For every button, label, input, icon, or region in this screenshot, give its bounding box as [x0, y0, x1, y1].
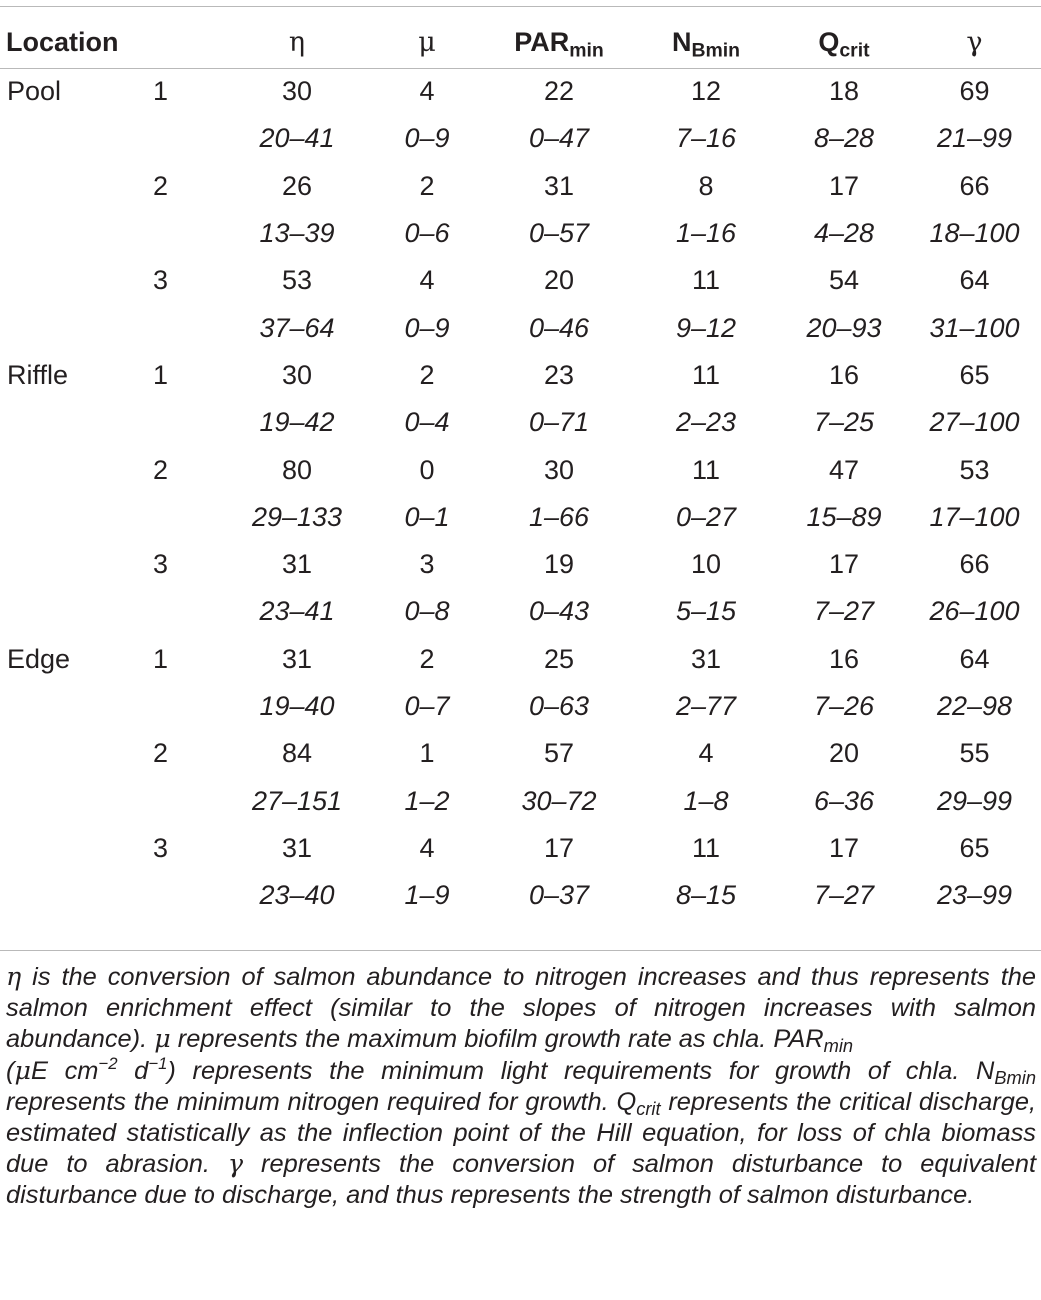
- estimate-cell: 16: [828, 643, 860, 674]
- empty-cell: [140, 588, 226, 635]
- table-row: [0, 352, 1041, 399]
- estimate-cell: 31: [281, 549, 313, 580]
- range-cell: 20–93: [806, 312, 882, 343]
- table-row: [0, 68, 1041, 115]
- estimate-cell: 17: [543, 832, 575, 863]
- empty-cell: [0, 115, 140, 162]
- empty-cell: [140, 872, 226, 919]
- site-cell: 1: [153, 359, 169, 390]
- estimate-cell: 20: [543, 265, 575, 296]
- location-header: Location: [6, 26, 119, 57]
- estimate-cell: 11: [691, 359, 721, 390]
- range-cell: 0–57: [528, 218, 590, 249]
- range-cell: 2–77: [675, 691, 737, 721]
- estimate-cell: 65: [959, 832, 990, 863]
- estimate-cell: 17: [828, 549, 860, 580]
- estimate-cell: 12: [690, 76, 722, 107]
- estimate-cell: 4: [698, 738, 714, 769]
- empty-cell: [0, 494, 140, 541]
- q-crit-header: $Q_{crit}$: [818, 26, 870, 61]
- mu-header: μ: [418, 26, 436, 58]
- range-cell: 29–133: [251, 501, 343, 532]
- empty-cell: [0, 872, 140, 919]
- estimate-cell: 66: [959, 170, 990, 201]
- range-cell: 1–16: [675, 218, 737, 249]
- location-cell: [0, 825, 140, 872]
- range-cell: 0–9: [404, 123, 450, 154]
- range-cell: 8–28: [813, 123, 875, 154]
- estimate-cell: 53: [281, 265, 313, 296]
- site-cell: 2: [153, 170, 169, 201]
- estimate-cell: 22: [543, 76, 575, 107]
- range-cell: 7–25: [813, 407, 875, 438]
- range-cell: 0–8: [404, 596, 450, 627]
- header-row: [0, 16, 1041, 68]
- range-cell: 29–99: [936, 785, 1013, 816]
- site-cell: 1: [153, 643, 169, 674]
- estimate-cell: 64: [959, 265, 990, 296]
- location-cell: Edge: [7, 643, 71, 674]
- empty-cell: [140, 494, 226, 541]
- range-cell: 22–98: [936, 691, 1013, 721]
- range-cell: 4–28: [813, 218, 875, 249]
- table-row: [0, 636, 1041, 683]
- range-cell: 9–12: [675, 312, 737, 343]
- estimate-cell: 30: [281, 359, 313, 390]
- range-cell: 15–89: [806, 501, 882, 532]
- range-cell: 0–71: [528, 407, 590, 438]
- range-cell: 0–6: [404, 218, 450, 249]
- estimate-cell: 30: [281, 76, 313, 107]
- table-row: [0, 163, 1041, 210]
- range-cell: 19–40: [259, 691, 335, 721]
- range-cell: 1–9: [404, 880, 450, 911]
- estimate-cell: 84: [281, 738, 313, 769]
- range-cell: 19–42: [259, 407, 335, 438]
- estimate-cell: 31: [281, 832, 313, 863]
- estimate-cell: 65: [959, 359, 990, 390]
- estimate-cell: 8: [698, 170, 714, 201]
- site-cell: 2: [153, 454, 169, 485]
- bottom-rule: [0, 950, 1041, 951]
- empty-cell: [0, 777, 140, 824]
- table-row: [0, 257, 1041, 304]
- estimate-cell: 53: [959, 454, 990, 485]
- empty-cell: [140, 210, 226, 257]
- range-cell: 0–7: [404, 691, 450, 721]
- location-cell: Pool: [7, 76, 62, 107]
- site-cell: 3: [153, 549, 169, 580]
- estimate-cell: 4: [419, 265, 435, 296]
- empty-cell: [140, 777, 226, 824]
- table-row-range: [0, 777, 1041, 824]
- range-cell: 0–47: [528, 123, 590, 154]
- table-row-range: [0, 304, 1041, 351]
- empty-cell: [0, 304, 140, 351]
- estimate-cell: 31: [281, 643, 313, 674]
- estimate-cell: 18: [828, 76, 860, 107]
- site-cell: 3: [153, 265, 169, 296]
- estimate-cell: 20: [828, 738, 860, 769]
- estimate-cell: 4: [419, 832, 435, 863]
- table-row: [0, 446, 1041, 493]
- estimate-cell: 10: [690, 549, 722, 580]
- empty-cell: [0, 683, 140, 730]
- range-cell: 7–27: [813, 596, 875, 627]
- estimate-cell: 23: [543, 359, 575, 390]
- range-cell: 27–151: [251, 785, 343, 816]
- estimate-cell: 54: [828, 265, 860, 296]
- empty-cell: [140, 304, 226, 351]
- range-cell: 18–100: [929, 218, 1020, 249]
- nb-min-header: $N_{Bmin}$: [671, 26, 741, 61]
- estimate-cell: 17: [828, 170, 860, 201]
- site-cell: 1: [153, 76, 169, 107]
- range-cell: 31–100: [929, 312, 1020, 343]
- empty-cell: [140, 683, 226, 730]
- estimate-cell: 80: [281, 454, 313, 485]
- range-cell: 7–27: [813, 880, 875, 911]
- range-cell: 20–41: [259, 123, 335, 154]
- empty-cell: [140, 115, 226, 162]
- estimate-cell: 2: [419, 643, 435, 674]
- estimate-cell: 11: [691, 265, 721, 296]
- range-cell: 1–8: [683, 785, 729, 816]
- estimate-cell: 17: [828, 832, 860, 863]
- location-cell: [0, 541, 140, 588]
- range-cell: 2–23: [675, 407, 737, 438]
- range-cell: 26–100: [929, 596, 1020, 627]
- range-cell: 0–27: [675, 501, 737, 532]
- site-cell: 2: [153, 738, 169, 769]
- table-row-range: [0, 115, 1041, 162]
- empty-cell: [0, 210, 140, 257]
- range-cell: 0–1: [404, 501, 450, 532]
- range-cell: 1–66: [528, 501, 590, 532]
- range-cell: 0–46: [528, 312, 590, 343]
- empty-cell: [0, 588, 140, 635]
- estimate-cell: 11: [691, 832, 721, 863]
- range-cell: 21–99: [936, 123, 1013, 154]
- table-row-range: [0, 872, 1041, 919]
- range-cell: 17–100: [929, 501, 1020, 532]
- estimate-cell: 57: [543, 738, 575, 769]
- table-row: [0, 825, 1041, 872]
- estimate-cell: 31: [690, 643, 722, 674]
- range-cell: 30–72: [521, 785, 597, 816]
- location-cell: [0, 446, 140, 493]
- estimate-cell: 19: [543, 549, 575, 580]
- range-cell: 5–15: [675, 596, 737, 627]
- empty-cell: [0, 399, 140, 446]
- estimate-cell: 31: [543, 170, 575, 201]
- table-row-range: [0, 683, 1041, 730]
- location-cell: [0, 257, 140, 304]
- estimate-cell: 25: [543, 643, 575, 674]
- range-cell: 6–36: [813, 785, 875, 816]
- location-cell: Riffle: [7, 359, 69, 390]
- estimate-cell: 2: [419, 359, 435, 390]
- table-row-range: [0, 399, 1041, 446]
- top-rule: [0, 6, 1041, 7]
- empty-cell: [140, 399, 226, 446]
- table-row: [0, 730, 1041, 777]
- estimate-cell: 11: [691, 454, 721, 485]
- range-cell: 7–26: [813, 691, 875, 721]
- range-cell: 23–41: [259, 596, 335, 627]
- table-body: [0, 68, 1041, 919]
- estimate-cell: 0: [419, 454, 435, 485]
- range-cell: 23–99: [936, 880, 1013, 911]
- site-cell: 3: [153, 832, 169, 863]
- range-cell: 13–39: [259, 218, 335, 249]
- table-row-range: [0, 210, 1041, 257]
- range-cell: 1–2: [404, 785, 450, 816]
- estimate-cell: 66: [959, 549, 990, 580]
- range-cell: 0–37: [528, 880, 590, 911]
- range-cell: 0–63: [528, 691, 590, 721]
- estimate-cell: 4: [419, 76, 435, 107]
- table-row: [0, 541, 1041, 588]
- table-row-range: [0, 494, 1041, 541]
- estimate-cell: 3: [419, 549, 435, 580]
- parameter-table: [0, 16, 1041, 919]
- estimate-cell: 55: [959, 738, 990, 769]
- par-min-header: $PAR_{min}$: [514, 26, 604, 61]
- range-cell: 0–9: [404, 312, 450, 343]
- range-cell: 37–64: [259, 312, 335, 343]
- estimate-cell: 2: [419, 170, 435, 201]
- estimate-cell: 47: [828, 454, 860, 485]
- estimate-cell: 30: [543, 454, 575, 485]
- location-cell: [0, 730, 140, 777]
- range-cell: 0–43: [528, 596, 590, 627]
- gamma-header: γ: [966, 26, 983, 58]
- estimate-cell: 26: [281, 170, 313, 201]
- estimate-cell: 64: [959, 643, 990, 674]
- eta-header: η: [288, 26, 306, 58]
- location-cell: [0, 163, 140, 210]
- table-footnote: η is the conversion of salmon abundance to nitrogen increases and thus represents the salmon enrichment effect (similar to the slopes of nitrogen increases with salmon abundance). μ represents the maximum biofilm growth rate as chla. $PAR_{min}$ (μE $cm^{-2}$ $d^{-1}$) represents the minimum light requirements for growth of chla. $N_{Bmin}$ represents the minimum nitrogen required for growth. $Q_{crit}$ represents the critical discharge, estimated statistically as the inflection point of the Hill equation, for loss of chla biomass due to abrasion. γ represents the conversion of salmon disturbance to equivalent disturbance due to discharge, and thus represents the strength of salmon disturbance.: [6, 961, 1036, 1209]
- range-cell: 27–100: [929, 407, 1020, 438]
- range-cell: 7–16: [675, 123, 737, 154]
- estimate-cell: 1: [419, 738, 435, 769]
- range-cell: 8–15: [675, 880, 737, 911]
- range-cell: 0–4: [404, 407, 450, 438]
- table-row-range: [0, 588, 1041, 635]
- estimate-cell: 16: [828, 359, 860, 390]
- range-cell: 23–40: [259, 880, 335, 911]
- estimate-cell: 69: [959, 76, 990, 107]
